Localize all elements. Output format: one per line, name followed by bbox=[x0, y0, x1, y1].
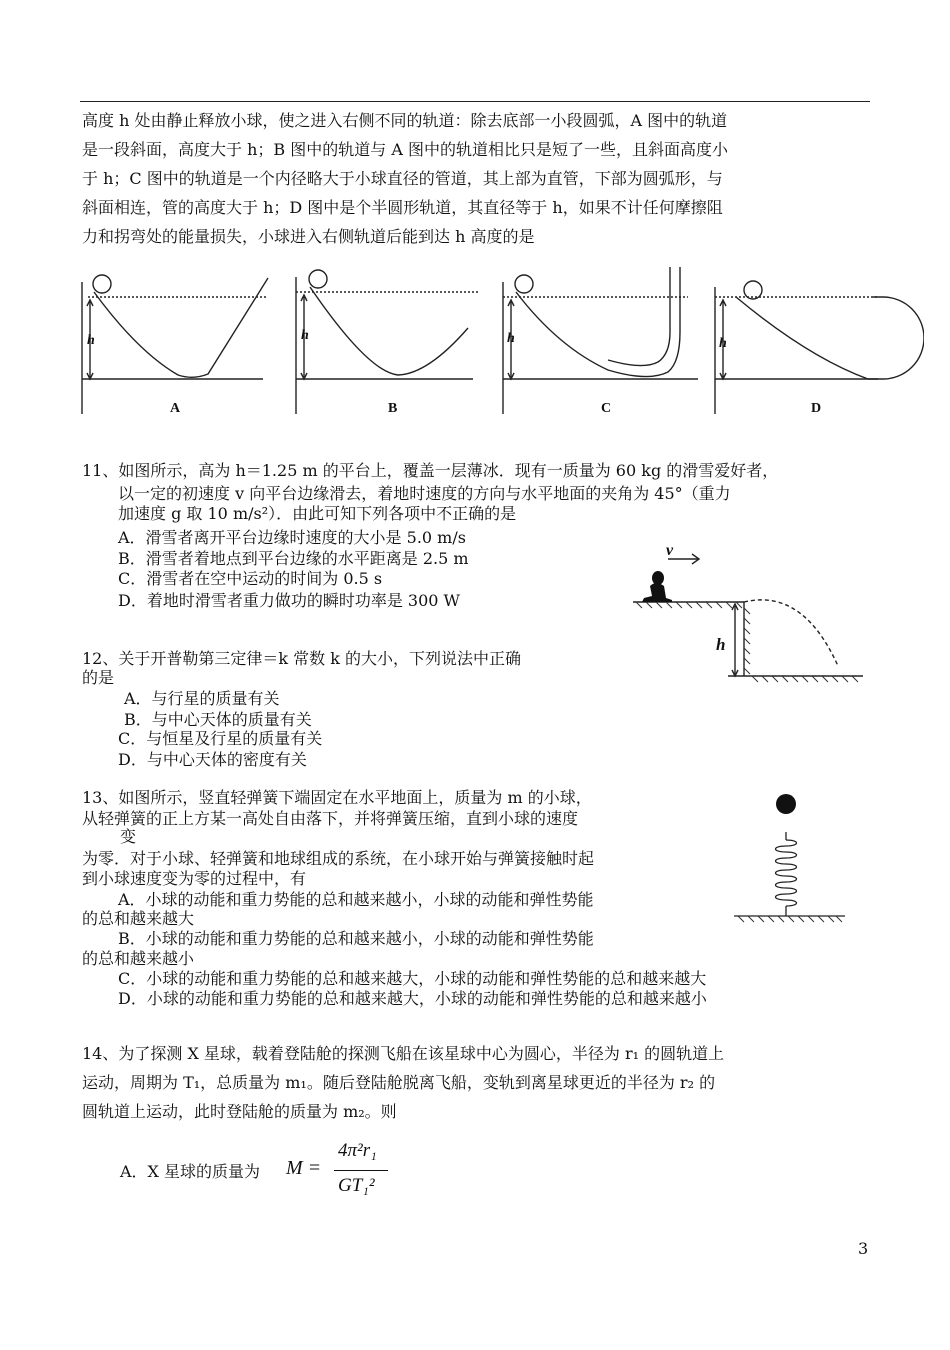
q14-line: 圆轨道上运动，此时登陆舱的质量为 m₂。则 bbox=[82, 1102, 397, 1121]
q12-option: C．与恒星及行星的质量有关 bbox=[118, 729, 323, 748]
q12-option: B．与中心天体的质量有关 bbox=[124, 710, 312, 729]
q14-option-a: A．X 星球的质量为 bbox=[120, 1162, 261, 1181]
panel-d-label: D bbox=[811, 401, 822, 416]
q13-option: B．小球的动能和重力势能的总和越来越小，小球的动能和弹性势能 bbox=[118, 929, 594, 948]
q13-option-cont: 的总和越来越大 bbox=[82, 909, 195, 928]
panel-a-h-label: h bbox=[87, 333, 95, 348]
q11-option: B．滑雪者着地点到平台边缘的水平距离是 2.5 m bbox=[118, 549, 469, 568]
intro-line: 是一段斜面，高度大于 h；B 图中的轨道与 A 图中的轨道相比只是短了一些，且斜面高度小 bbox=[82, 140, 728, 159]
q13-line: 为零．对于小球、轻弹簧和地球组成的系统，在小球开始与弹簧接触时起 bbox=[82, 849, 595, 868]
q13-line: 到小球速度变为零的过程中，有 bbox=[82, 869, 307, 888]
q14-line: 14、为了探测 X 星球，载着登陆舱的探测飞船在该星球中心为圆心，半径为 r₁ 的圆轨道上 bbox=[82, 1044, 725, 1063]
skier-icon bbox=[642, 571, 672, 602]
q12-option: A．与行星的质量有关 bbox=[124, 689, 280, 708]
q11-option: A．滑雪者离开平台边缘时速度的大小是 5.0 m/s bbox=[118, 528, 466, 547]
q13-line: 从轻弹簧的正上方某一高处自由落下，并将弹簧压缩，直到小球的速度 bbox=[82, 809, 579, 828]
q13-option-cont: 的总和越来越小 bbox=[82, 949, 195, 968]
header-rule bbox=[80, 101, 870, 102]
panel-d-diagram bbox=[715, 281, 924, 414]
panel-b-label: B bbox=[388, 401, 398, 416]
panel-a-label: A bbox=[170, 401, 181, 416]
height-label: h bbox=[716, 635, 726, 654]
q11-option: D．着地时滑雪者重力做功的瞬时功率是 300 W bbox=[118, 591, 460, 610]
panel-b-diagram bbox=[296, 270, 478, 414]
q12-option: D．与中心天体的密度有关 bbox=[118, 750, 307, 769]
intro-line: 力和拐弯处的能量损失，小球进入右侧轨道后能到达 h 高度的是 bbox=[82, 227, 535, 246]
panel-a-diagram bbox=[82, 275, 268, 414]
ball-icon bbox=[776, 794, 796, 814]
formula-lhs: M = bbox=[286, 1157, 322, 1179]
track-figure bbox=[78, 262, 924, 422]
formula-numerator: 4π²r₁ bbox=[338, 1140, 377, 1161]
q11-line: 加速度 g 取 10 m/s²）．由此可知下列各项中不正确的是 bbox=[118, 504, 517, 523]
panel-c-diagram bbox=[503, 267, 698, 414]
formula-denominator: GT₁² bbox=[338, 1175, 375, 1196]
q13-option: C．小球的动能和重力势能的总和越来越大，小球的动能和弹性势能的总和越来越大 bbox=[118, 969, 707, 988]
velocity-label: v bbox=[666, 542, 674, 559]
intro-line: 高度 h 处由静止释放小球，使之进入右侧不同的轨道：除去底部一小段圆弧，A 图中的轨道 bbox=[82, 111, 728, 130]
intro-line: 斜面相连，管的高度大于 h；D 图中是个半圆形轨道，其直径等于 h，如果不计任何摩擦阻 bbox=[82, 198, 723, 217]
q11-option: C．滑雪者在空中运动的时间为 0.5 s bbox=[118, 569, 383, 588]
panel-d-h-label: h bbox=[719, 336, 727, 351]
panel-b-h-label: h bbox=[301, 328, 309, 343]
fraction-bar bbox=[334, 1170, 388, 1171]
q13-line: 13、如图所示，竖直轻弹簧下端固定在水平地面上，质量为 m 的小球， bbox=[82, 788, 592, 807]
q13-line: 变 bbox=[120, 827, 137, 846]
q14-line: 运动，周期为 T₁，总质量为 m₁。随后登陆舱脱离飞船，变轨到离星球更近的半径为 r₂ 的 bbox=[82, 1073, 716, 1092]
platform-figure bbox=[628, 538, 868, 690]
q12-line: 的是 bbox=[82, 668, 115, 687]
panel-c-label: C bbox=[601, 401, 612, 416]
page-number: 3 bbox=[858, 1239, 869, 1258]
intro-line: 于 h；C 图中的轨道是一个内径略大于小球直径的管道，其上部为直管，下部为圆弧形，与 bbox=[82, 169, 723, 188]
q13-option: A．小球的动能和重力势能的总和越来越小，小球的动能和弹性势能 bbox=[118, 890, 594, 909]
q11-line: 11、如图所示，高为 h＝1.25 m 的平台上，覆盖一层薄冰．现有一质量为 60 kg 的滑雪爱好者， bbox=[82, 461, 779, 480]
q13-option: D．小球的动能和重力势能的总和越来越大，小球的动能和弹性势能的总和越来越小 bbox=[118, 989, 707, 1008]
panel-c-h-label: h bbox=[507, 331, 515, 346]
q11-line: 以一定的初速度 v 向平台边缘滑去，着地时速度的方向与水平地面的夹角为 45°（重力 bbox=[118, 484, 731, 503]
spring-figure bbox=[730, 790, 850, 930]
q12-line: 12、关于开普勒第三定律＝k 常数 k 的大小，下列说法中正确 bbox=[82, 649, 522, 668]
